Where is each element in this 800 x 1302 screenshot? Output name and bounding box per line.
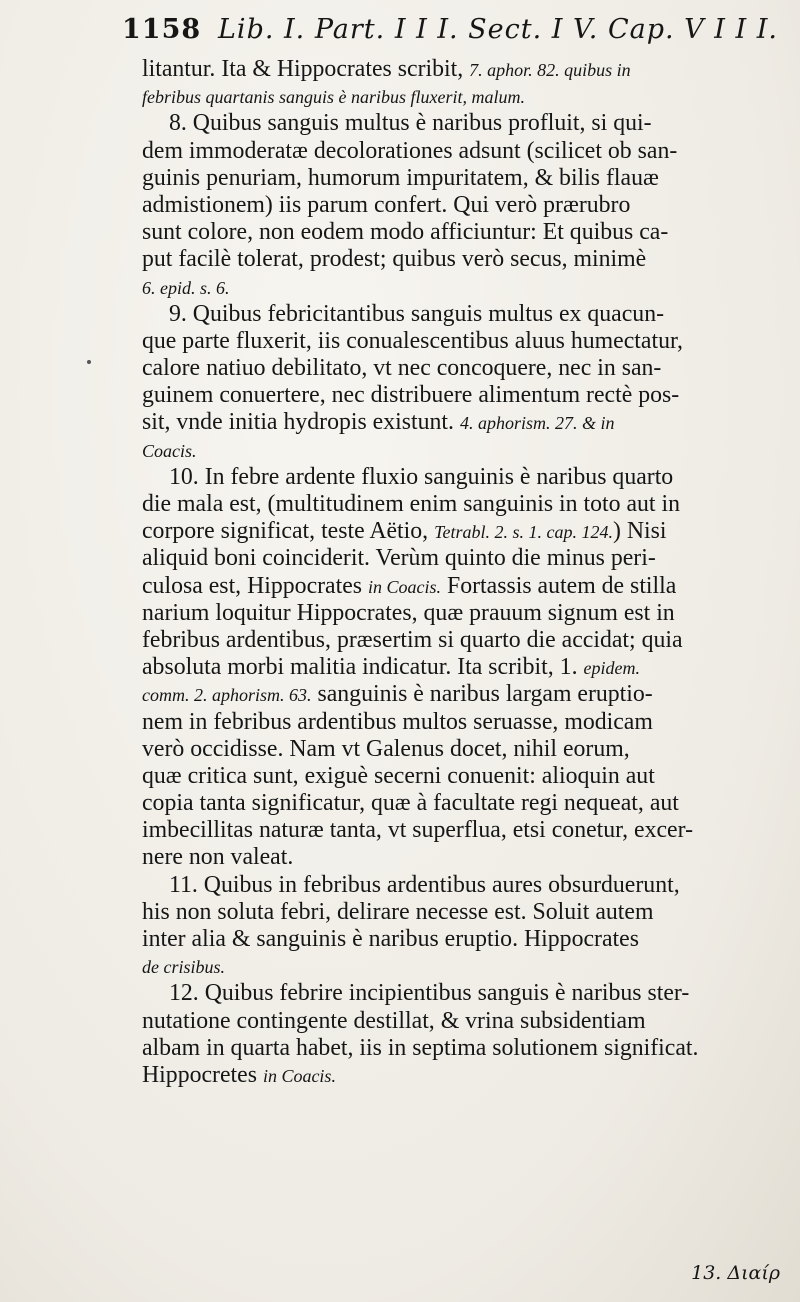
text-line: [142, 1035, 782, 1062]
line-text: guinis penuriam, humorum impuritatem, & bilis flauæ: [142, 164, 659, 191]
text-line: [142, 437, 782, 464]
line-text-tail: Fortassis autem de stilla: [441, 572, 677, 599]
line-text: inter alia & sanguinis è naribus eruptio. Hippocrates: [142, 926, 639, 952]
line-text: litantur. Ita & Hippocrates scribit,: [142, 56, 470, 82]
line-text: culosa est, Hippocrates: [142, 572, 369, 599]
citation-reference: Tetrabl. 2. s. 1. cap. 124.: [434, 522, 613, 543]
text-line: [142, 627, 782, 654]
line-text: nem in febribus ardentibus multos seruasse, modicam: [142, 708, 653, 735]
text-line: [142, 709, 782, 736]
text-line: [142, 1008, 782, 1035]
line-text: aliquid boni coinciderit. Verùm quinto die minus peri-: [142, 545, 656, 572]
line-text: guinem conuertere, nec distribuere alimentum rectè pos-: [142, 382, 680, 409]
text-line: [142, 83, 782, 110]
line-text: corpore significat, teste Aëtio,: [142, 518, 435, 545]
line-text: sunt colore, non eodem modo afficiuntur: Et quibus ca-: [142, 219, 669, 246]
text-line: [142, 736, 782, 763]
line-text: Hippocretes: [142, 1061, 263, 1088]
text-line: [142, 872, 782, 899]
line-text: verò occidisse. Nam vt Galenus docet, nihil eorum,: [142, 735, 630, 762]
text-line: [142, 899, 782, 926]
citation-reference: in Coacis.: [368, 576, 442, 597]
text-line: [142, 355, 782, 382]
text-line: [142, 301, 782, 328]
citation-reference: Coacis.: [142, 440, 197, 461]
line-text: 10. In febre ardente fluxio sanguinis è naribus quarto: [169, 463, 674, 490]
line-text: nutatione contingente destillat, & vrina subsidentiam: [142, 1007, 646, 1034]
citation-reference: epidem.: [583, 658, 640, 679]
text-line: [142, 790, 782, 817]
text-line: [142, 518, 782, 545]
line-text: febribus ardentibus, præsertim si quarto die accidat; quia: [142, 626, 683, 653]
line-text: 12. Quibus febrire incipientibus sanguis è naribus ster-: [169, 980, 690, 1007]
text-line: [142, 328, 782, 355]
citation-reference: 6. epid. s. 6.: [142, 277, 230, 298]
text-line: [142, 980, 782, 1007]
line-text: albam in quarta habet, iis in septima solutionem significat.: [142, 1034, 699, 1061]
line-text: admistionem) iis parum confert. Qui verò prærubro: [142, 191, 631, 218]
line-text: sit, vnde initia hydropis existunt.: [142, 409, 460, 436]
line-text-tail: sanguinis è naribus largam eruptio-: [311, 681, 653, 708]
text-line: [142, 246, 782, 273]
line-text: his non soluta febri, delirare necesse est. Soluit autem: [142, 898, 654, 925]
text-line: [142, 382, 782, 409]
line-text: 8. Quibus sanguis multus è naribus profluit, si qui-: [169, 110, 652, 137]
line-text: nere non valeat.: [142, 844, 294, 871]
line-text: calore natiuo debilitato, vt nec concoquere, nec in san-: [142, 355, 662, 382]
citation-reference: comm. 2. aphorism. 63.: [142, 685, 312, 706]
text-line: [142, 817, 782, 844]
citation-reference: 7. aphor. 82. quibus in: [469, 60, 631, 80]
text-line: [142, 545, 782, 572]
text-line: [142, 600, 782, 627]
text-line: [142, 654, 782, 681]
text-line: [142, 844, 782, 871]
line-text: put facilè tolerat, prodest; quibus verò secus, minimè: [142, 246, 647, 273]
line-text: imbecillitas naturæ tanta, vt superflua, etsi conetur, excer-: [142, 817, 693, 844]
text-line: [142, 953, 782, 980]
citation-reference: febribus quartanis sanguis è naribus fluxerit, malum.: [142, 87, 526, 108]
line-text: 11. Quibus in febribus ardentibus aures obsurduerunt,: [169, 871, 680, 898]
text-line: [142, 138, 782, 165]
line-text: narium loquitur Hippocrates, quæ prauum signum est in: [142, 599, 675, 626]
text-line: [142, 56, 782, 83]
text-line: [142, 110, 782, 137]
body-text: [142, 56, 782, 1089]
line-text: absoluta morbi malitia indicatur. Ita scribit, 1.: [142, 654, 584, 681]
text-line: [142, 681, 782, 708]
catchword: 13. Διαίρ: [691, 1262, 780, 1284]
line-text: die mala est, (multitudinem enim sanguinis in toto aut in: [142, 491, 680, 517]
text-line: [142, 219, 782, 246]
text-line: [142, 491, 782, 518]
text-line: [142, 763, 782, 790]
page-number: 1158: [122, 14, 202, 45]
line-text: quæ critica sunt, exiguè secerni conuenit: alioquin aut: [142, 762, 655, 789]
citation-reference: de crisibus.: [142, 957, 225, 978]
line-text: copia tanta significatur, quæ à facultate regi nequeat, aut: [142, 790, 679, 817]
text-line: [142, 464, 782, 491]
page-header: [122, 14, 782, 54]
text-line: [142, 165, 782, 192]
citation-reference: 4. aphorism. 27. & in: [459, 413, 615, 434]
line-text-tail: ) Nisi: [612, 518, 667, 545]
text-line: [142, 192, 782, 219]
line-text: 9. Quibus febricitantibus sanguis multus ex quacun-: [169, 300, 665, 327]
line-text: dem immoderatæ decolorationes adsunt (scilicet ob san-: [142, 137, 678, 164]
text-line: [142, 409, 782, 436]
text-line: [142, 274, 782, 301]
line-text: que parte fluxerit, iis conualescentibus aluus humectatur,: [142, 327, 683, 354]
text-line: [142, 1062, 782, 1089]
text-line: [142, 573, 782, 600]
citation-reference: in Coacis.: [262, 1065, 336, 1086]
margin-mark: [87, 360, 91, 364]
running-title: Lib. I. Part. I I I. Sect. I V. Cap. V I I I.: [218, 14, 778, 45]
text-line: [142, 926, 782, 953]
